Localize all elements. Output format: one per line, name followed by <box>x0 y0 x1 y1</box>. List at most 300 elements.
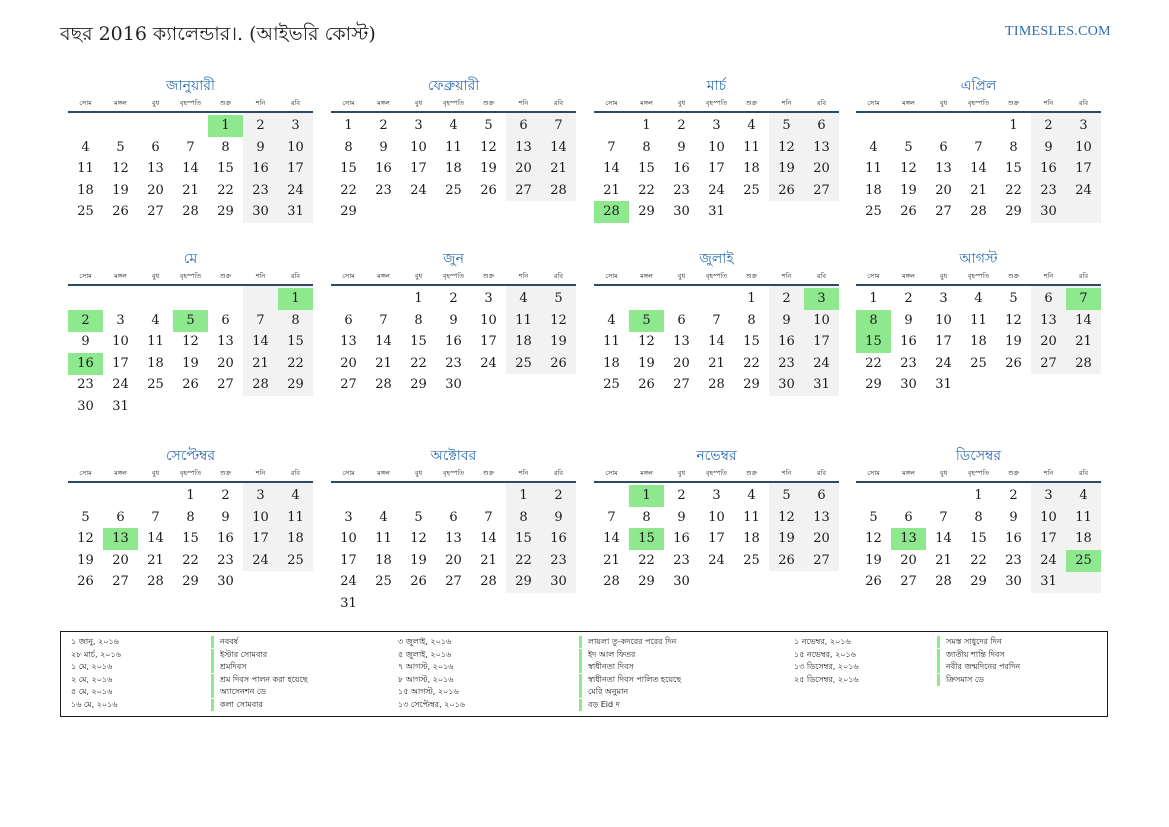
day-cell: 2 <box>221 488 230 503</box>
day-cell: 17 <box>1040 531 1057 546</box>
holiday-date: ১৩ ডিসেম্বর, ২০১৬ <box>794 662 859 672</box>
holiday-date: ৭ আগস্ট, ২০১৬ <box>398 662 454 672</box>
day-cell: 17 <box>340 552 357 568</box>
day-cell: 11 <box>515 312 532 328</box>
day-cell: 3 <box>712 118 721 133</box>
day-cell: 25 <box>147 377 164 392</box>
day-cell: 17 <box>287 161 304 176</box>
holiday-day-cell: 15 <box>856 331 891 353</box>
day-cell: 16 <box>375 161 392 176</box>
weekday-label: মঙ্গল <box>902 99 915 107</box>
day-cell: 6 <box>221 312 230 328</box>
weekday-label: সোম <box>79 272 92 280</box>
day-cell: 21 <box>1075 334 1092 349</box>
day-cell: 12 <box>778 139 795 155</box>
holiday-name: নববর্ষ <box>211 636 238 648</box>
day-cell: 18 <box>375 552 392 568</box>
day-cell: 10 <box>410 139 427 155</box>
day-cell: 1 <box>869 291 878 306</box>
weekday-label: বৃহস্পতি <box>179 272 202 280</box>
day-cell: 18 <box>147 355 164 371</box>
holiday-day-cell: 1 <box>629 485 664 507</box>
day-cell: 25 <box>287 552 304 568</box>
day-cell: 8 <box>414 312 423 328</box>
day-cell: 8 <box>1009 139 1018 155</box>
weekday-label: সোম <box>867 99 880 107</box>
day-cell: 4 <box>449 118 458 133</box>
day-cell: 21 <box>603 552 620 568</box>
day-cell: 14 <box>375 334 392 349</box>
day-cell: 13 <box>217 334 234 349</box>
day-cell: 14 <box>1075 312 1092 328</box>
weekday-label: রবি <box>553 99 564 107</box>
weekday-label: শুক্র <box>745 469 758 477</box>
day-cell: 23 <box>673 182 690 198</box>
holiday-day-cell: 15 <box>629 528 664 550</box>
day-cell: 13 <box>673 334 690 349</box>
day-cell: 8 <box>747 312 756 328</box>
day-cell: 28 <box>603 574 620 589</box>
day-cell: 18 <box>77 182 94 198</box>
day-cell: 15 <box>638 161 655 176</box>
holiday-name: বড় Eid দ <box>579 699 620 711</box>
brand-link[interactable]: TIMESLES.COM <box>1005 24 1111 39</box>
day-cell: 4 <box>747 488 756 503</box>
weekday-label: মঙ্গল <box>114 272 127 280</box>
day-cell: 19 <box>900 182 917 198</box>
weekday-label: শুক্র <box>482 99 495 107</box>
day-cell: 8 <box>344 139 353 155</box>
weekday-label: বৃহস্পতি <box>442 469 465 477</box>
weekday-label: মঙ্গল <box>902 272 915 280</box>
day-cell: 24 <box>813 355 830 371</box>
day-cell: 15 <box>970 531 987 546</box>
day-cell: 21 <box>480 552 497 568</box>
day-cell: 26 <box>638 377 655 392</box>
day-cell: 13 <box>445 531 462 546</box>
day-cell: 3 <box>291 118 300 133</box>
day-cell: 14 <box>147 531 164 546</box>
day-cell: 2 <box>782 291 791 306</box>
day-cell: 2 <box>677 118 686 133</box>
holiday-day-cell: 8 <box>856 310 891 332</box>
weekday-label: রবি <box>553 272 564 280</box>
day-cell: 11 <box>970 312 987 328</box>
holiday-date: ১ জানু, ২০১৬ <box>71 637 119 646</box>
day-cell: 28 <box>970 204 987 219</box>
weekday-label: সোম <box>605 469 618 477</box>
day-cell: 1 <box>1009 118 1018 133</box>
day-cell: 30 <box>217 574 234 589</box>
day-cell: 27 <box>1040 355 1057 371</box>
holiday-name: মেরি অনুমান <box>579 686 628 698</box>
holiday-date: ২৮ মার্চ, ২০১৬ <box>71 649 121 659</box>
day-cell: 11 <box>445 139 462 155</box>
day-cell: 14 <box>603 531 620 546</box>
day-cell: 8 <box>221 139 230 155</box>
day-cell: 21 <box>935 552 952 568</box>
weekday-label: শনি <box>1043 469 1054 477</box>
weekday-label: বুধ <box>939 272 948 280</box>
weekday-label: সোম <box>79 99 92 107</box>
day-cell: 5 <box>782 488 791 503</box>
day-cell: 6 <box>1044 291 1053 306</box>
day-cell: 22 <box>217 182 234 198</box>
holiday-day-cell: 13 <box>891 528 926 550</box>
day-cell: 27 <box>813 552 830 568</box>
day-cell: 2 <box>256 118 265 133</box>
day-cell: 14 <box>550 139 567 155</box>
weekday-label: সোম <box>867 469 880 477</box>
weekday-label: শনি <box>255 469 266 477</box>
day-cell: 21 <box>252 355 269 371</box>
day-cell: 27 <box>813 182 830 198</box>
weekday-label: শুক্র <box>745 99 758 107</box>
day-cell: 13 <box>1040 312 1057 328</box>
day-cell: 20 <box>147 182 164 198</box>
day-cell: 10 <box>708 509 725 525</box>
day-cell: 23 <box>445 355 462 371</box>
weekday-label: সোম <box>342 272 355 280</box>
day-cell: 28 <box>708 377 725 392</box>
day-cell: 22 <box>287 355 304 371</box>
day-cell: 11 <box>603 334 620 349</box>
day-cell: 20 <box>935 182 952 198</box>
day-cell: 12 <box>77 531 94 546</box>
day-cell: 10 <box>340 531 357 546</box>
day-cell: 27 <box>900 574 917 589</box>
day-cell: 27 <box>445 574 462 589</box>
day-cell: 14 <box>182 161 199 176</box>
day-cell: 7 <box>607 509 616 525</box>
holiday-day-cell: 5 <box>629 310 664 332</box>
day-cell: 6 <box>151 139 160 155</box>
day-cell: 30 <box>1005 574 1022 589</box>
day-cell: 25 <box>603 377 620 392</box>
day-cell: 7 <box>712 312 721 328</box>
weekday-label: বৃহস্পতি <box>442 99 465 107</box>
weekday-label: বুধ <box>939 99 948 107</box>
day-cell: 16 <box>217 531 234 546</box>
day-cell: 4 <box>974 291 983 306</box>
day-cell: 29 <box>638 574 655 589</box>
day-cell: 25 <box>375 574 392 589</box>
day-cell: 30 <box>445 377 462 392</box>
day-cell: 12 <box>865 531 882 546</box>
holiday-day-cell: 25 <box>1066 550 1101 572</box>
day-cell: 7 <box>974 139 983 155</box>
day-cell: 17 <box>410 161 427 176</box>
weekday-label: রবি <box>816 469 827 477</box>
day-cell: 17 <box>935 334 952 349</box>
holiday-name: জাতীয় শান্তি দিবস <box>937 649 1005 661</box>
day-cell: 19 <box>77 552 94 568</box>
weekday-label: শুক্র <box>482 272 495 280</box>
day-cell: 20 <box>217 355 234 371</box>
day-cell: 15 <box>743 334 760 349</box>
day-cell: 8 <box>291 312 300 328</box>
day-cell: 3 <box>116 312 125 328</box>
day-cell: 6 <box>519 118 528 133</box>
day-cell: 3 <box>712 488 721 503</box>
day-cell: 3 <box>484 291 493 306</box>
day-cell: 12 <box>182 334 199 349</box>
weekday-label: বৃহস্পতি <box>705 272 728 280</box>
holiday-name: স্বাধীনতা দিবস পালিত হয়েছে <box>579 674 681 686</box>
holiday-name: নবীর জন্মদিনের পরদিন <box>937 661 1020 673</box>
holiday-day-cell: 5 <box>173 310 208 332</box>
day-cell: 23 <box>252 182 269 198</box>
day-cell: 7 <box>607 139 616 155</box>
day-cell: 20 <box>813 531 830 546</box>
day-cell: 27 <box>217 377 234 392</box>
day-cell: 8 <box>186 509 195 525</box>
day-cell: 16 <box>445 334 462 349</box>
day-cell: 14 <box>252 334 269 349</box>
day-cell: 16 <box>778 334 795 349</box>
holiday-date: ১ নভেম্বর, ২০১৬ <box>794 637 851 646</box>
day-cell: 5 <box>116 139 125 155</box>
weekday-label: সোম <box>342 469 355 477</box>
weekday-label: বৃহস্পতি <box>179 99 202 107</box>
weekday-label: মঙ্গল <box>902 469 915 477</box>
day-cell: 26 <box>77 574 94 589</box>
day-cell: 29 <box>970 574 987 589</box>
weekday-label: বুধ <box>677 469 686 477</box>
month-name: ফেব্রুয়ারী <box>427 78 480 94</box>
day-cell: 19 <box>182 355 199 371</box>
day-cell: 16 <box>1005 531 1022 546</box>
weekday-label: বুধ <box>414 99 423 107</box>
weekday-label: শুক্র <box>219 99 232 107</box>
day-cell: 11 <box>865 161 882 176</box>
holiday-name: ক্রিসমাস ডে <box>937 674 984 686</box>
day-cell: 20 <box>340 355 357 371</box>
day-cell: 2 <box>904 291 913 306</box>
day-cell: 9 <box>379 139 388 155</box>
day-cell: 4 <box>1079 488 1088 503</box>
weekday-label: বুধ <box>414 272 423 280</box>
day-cell: 11 <box>743 139 760 155</box>
weekday-label: সোম <box>867 272 880 280</box>
day-cell: 13 <box>147 161 164 176</box>
day-cell: 13 <box>515 139 532 155</box>
day-cell: 3 <box>1044 488 1053 503</box>
day-cell: 21 <box>708 355 725 371</box>
weekday-label: রবি <box>1078 272 1089 280</box>
day-cell: 28 <box>480 574 497 589</box>
month-name: ডিসেম্বর <box>955 448 1002 464</box>
weekday-label: মঙ্গল <box>377 469 390 477</box>
day-cell: 5 <box>414 509 423 525</box>
weekday-label: শুক্র <box>482 469 495 477</box>
day-cell: 19 <box>550 334 567 349</box>
day-cell: 6 <box>677 312 686 328</box>
day-cell: 11 <box>1075 509 1092 525</box>
day-cell: 6 <box>344 312 353 328</box>
day-cell: 11 <box>287 509 304 525</box>
day-cell: 20 <box>813 161 830 176</box>
day-cell: 24 <box>1075 182 1092 198</box>
weekday-label: সোম <box>79 469 92 477</box>
day-cell: 15 <box>340 161 357 176</box>
weekday-label: শুক্র <box>1007 99 1020 107</box>
day-cell: 31 <box>112 398 129 414</box>
weekday-label: শনি <box>518 469 529 477</box>
day-cell: 27 <box>935 204 952 219</box>
day-cell: 31 <box>340 595 357 611</box>
day-cell: 3 <box>939 291 948 306</box>
day-cell: 24 <box>252 552 269 568</box>
weekday-label: মঙ্গল <box>377 99 390 107</box>
day-cell: 13 <box>340 334 357 349</box>
month-name: সেপ্টেম্বর <box>165 448 216 464</box>
day-cell: 31 <box>708 204 725 219</box>
day-cell: 25 <box>970 355 987 371</box>
day-cell: 18 <box>865 182 882 198</box>
day-cell: 18 <box>515 334 532 349</box>
day-cell: 11 <box>375 531 392 546</box>
weekday-label: বুধ <box>939 469 948 477</box>
day-cell: 18 <box>743 531 760 546</box>
holiday-date: ৮ আগস্ট, ২০১৬ <box>398 674 454 684</box>
day-cell: 23 <box>778 355 795 371</box>
weekday-label: বৃহস্পতি <box>967 469 990 477</box>
day-cell: 16 <box>252 161 269 176</box>
day-cell: 19 <box>410 552 427 568</box>
day-cell: 14 <box>480 531 497 546</box>
holiday-day-cell: 1 <box>278 288 313 310</box>
day-cell: 17 <box>480 334 497 349</box>
day-cell: 7 <box>554 118 563 133</box>
weekday-label: শুক্র <box>1007 272 1020 280</box>
day-cell: 2 <box>554 488 563 503</box>
day-cell: 15 <box>1005 161 1022 176</box>
weekday-label: রবি <box>290 272 301 280</box>
day-cell: 5 <box>904 139 913 155</box>
holiday-date: ৩ জুলাই, ২০১৬ <box>398 637 452 646</box>
weekday-label: শনি <box>255 272 266 280</box>
weekday-label: রবি <box>1078 469 1089 477</box>
holiday-date: ১ মে, ২০১৬ <box>71 662 113 672</box>
day-cell: 11 <box>743 509 760 525</box>
weekday-label: বৃহস্পতি <box>967 272 990 280</box>
holiday-name: শ্রম দিবস পালন করা হয়েছে <box>211 674 308 686</box>
day-cell: 29 <box>515 574 532 589</box>
day-cell: 1 <box>414 291 423 306</box>
day-cell: 27 <box>147 204 164 219</box>
day-cell: 15 <box>217 161 234 176</box>
day-cell: 20 <box>445 552 462 568</box>
holiday-date: ১৫ নভেম্বর, ২০১৬ <box>794 649 856 659</box>
weekday-label: বৃহস্পতি <box>967 99 990 107</box>
day-cell: 24 <box>480 355 497 371</box>
day-cell: 23 <box>1005 552 1022 568</box>
holiday-name: স্বাধীনতা দিবস <box>579 661 634 673</box>
month-name: জুন <box>443 251 464 267</box>
weekday-label: বুধ <box>677 99 686 107</box>
day-cell: 7 <box>151 509 160 525</box>
day-cell: 21 <box>147 552 164 568</box>
day-cell: 27 <box>340 377 357 392</box>
day-cell: 30 <box>900 377 917 392</box>
day-cell: 4 <box>607 312 616 328</box>
day-cell: 9 <box>904 312 913 328</box>
day-cell: 6 <box>116 509 125 525</box>
day-cell: 23 <box>77 377 94 392</box>
month-name: আগস্ট <box>959 251 998 267</box>
day-cell: 15 <box>515 531 532 546</box>
day-cell: 17 <box>252 531 269 546</box>
day-cell: 17 <box>708 161 725 176</box>
day-cell: 22 <box>743 355 760 371</box>
weekday-label: শনি <box>781 469 792 477</box>
day-cell: 9 <box>1044 139 1053 155</box>
holiday-day-cell: 16 <box>68 353 103 375</box>
day-cell: 4 <box>81 139 90 155</box>
day-cell: 26 <box>865 574 882 589</box>
month-name: জানুয়ারী <box>166 78 215 94</box>
day-cell: 22 <box>1005 182 1022 198</box>
day-cell: 4 <box>747 118 756 133</box>
day-cell: 19 <box>865 552 882 568</box>
holiday-name: অ্যাসেনশন ডে <box>211 686 266 698</box>
day-cell: 12 <box>410 531 427 546</box>
day-cell: 26 <box>778 182 795 198</box>
weekday-label: শনি <box>1043 99 1054 107</box>
day-cell: 28 <box>550 182 567 198</box>
holiday-day-cell: 7 <box>1066 288 1101 310</box>
day-cell: 12 <box>900 161 917 176</box>
day-cell: 24 <box>935 355 952 371</box>
month-name: জুলাই <box>699 251 734 267</box>
day-cell: 19 <box>778 161 795 176</box>
day-cell: 24 <box>708 552 725 568</box>
day-cell: 23 <box>375 182 392 198</box>
month-name: মে <box>183 251 198 267</box>
day-cell: 24 <box>112 377 129 392</box>
day-cell: 30 <box>252 204 269 219</box>
day-cell: 13 <box>813 139 830 155</box>
day-cell: 31 <box>1040 574 1057 589</box>
day-cell: 17 <box>112 355 129 371</box>
day-cell: 16 <box>550 531 567 546</box>
holiday-day-cell: 1 <box>208 115 243 137</box>
day-cell: 10 <box>480 312 497 328</box>
day-cell: 16 <box>900 334 917 349</box>
day-cell: 29 <box>865 377 882 392</box>
day-cell: 12 <box>112 161 129 176</box>
day-cell: 20 <box>112 552 129 568</box>
day-cell: 26 <box>182 377 199 392</box>
day-cell: 18 <box>743 161 760 176</box>
day-cell: 9 <box>677 139 686 155</box>
weekday-label: সোম <box>605 272 618 280</box>
day-cell: 10 <box>1040 509 1057 525</box>
day-cell: 2 <box>1044 118 1053 133</box>
day-cell: 3 <box>256 488 265 503</box>
weekday-label: শুক্র <box>745 272 758 280</box>
holiday-name: কলা সোমবার <box>211 699 263 711</box>
month-name: নভেম্বর <box>696 448 737 464</box>
holiday-date: ১৩ সেপ্টেম্বর, ২০১৬ <box>398 700 465 709</box>
day-cell: 12 <box>550 312 567 328</box>
holiday-name: শ্রমদিবস <box>211 661 247 673</box>
weekday-label: রবি <box>290 99 301 107</box>
day-cell: 4 <box>519 291 528 306</box>
weekday-label: মঙ্গল <box>114 469 127 477</box>
weekday-label: শুক্র <box>219 272 232 280</box>
